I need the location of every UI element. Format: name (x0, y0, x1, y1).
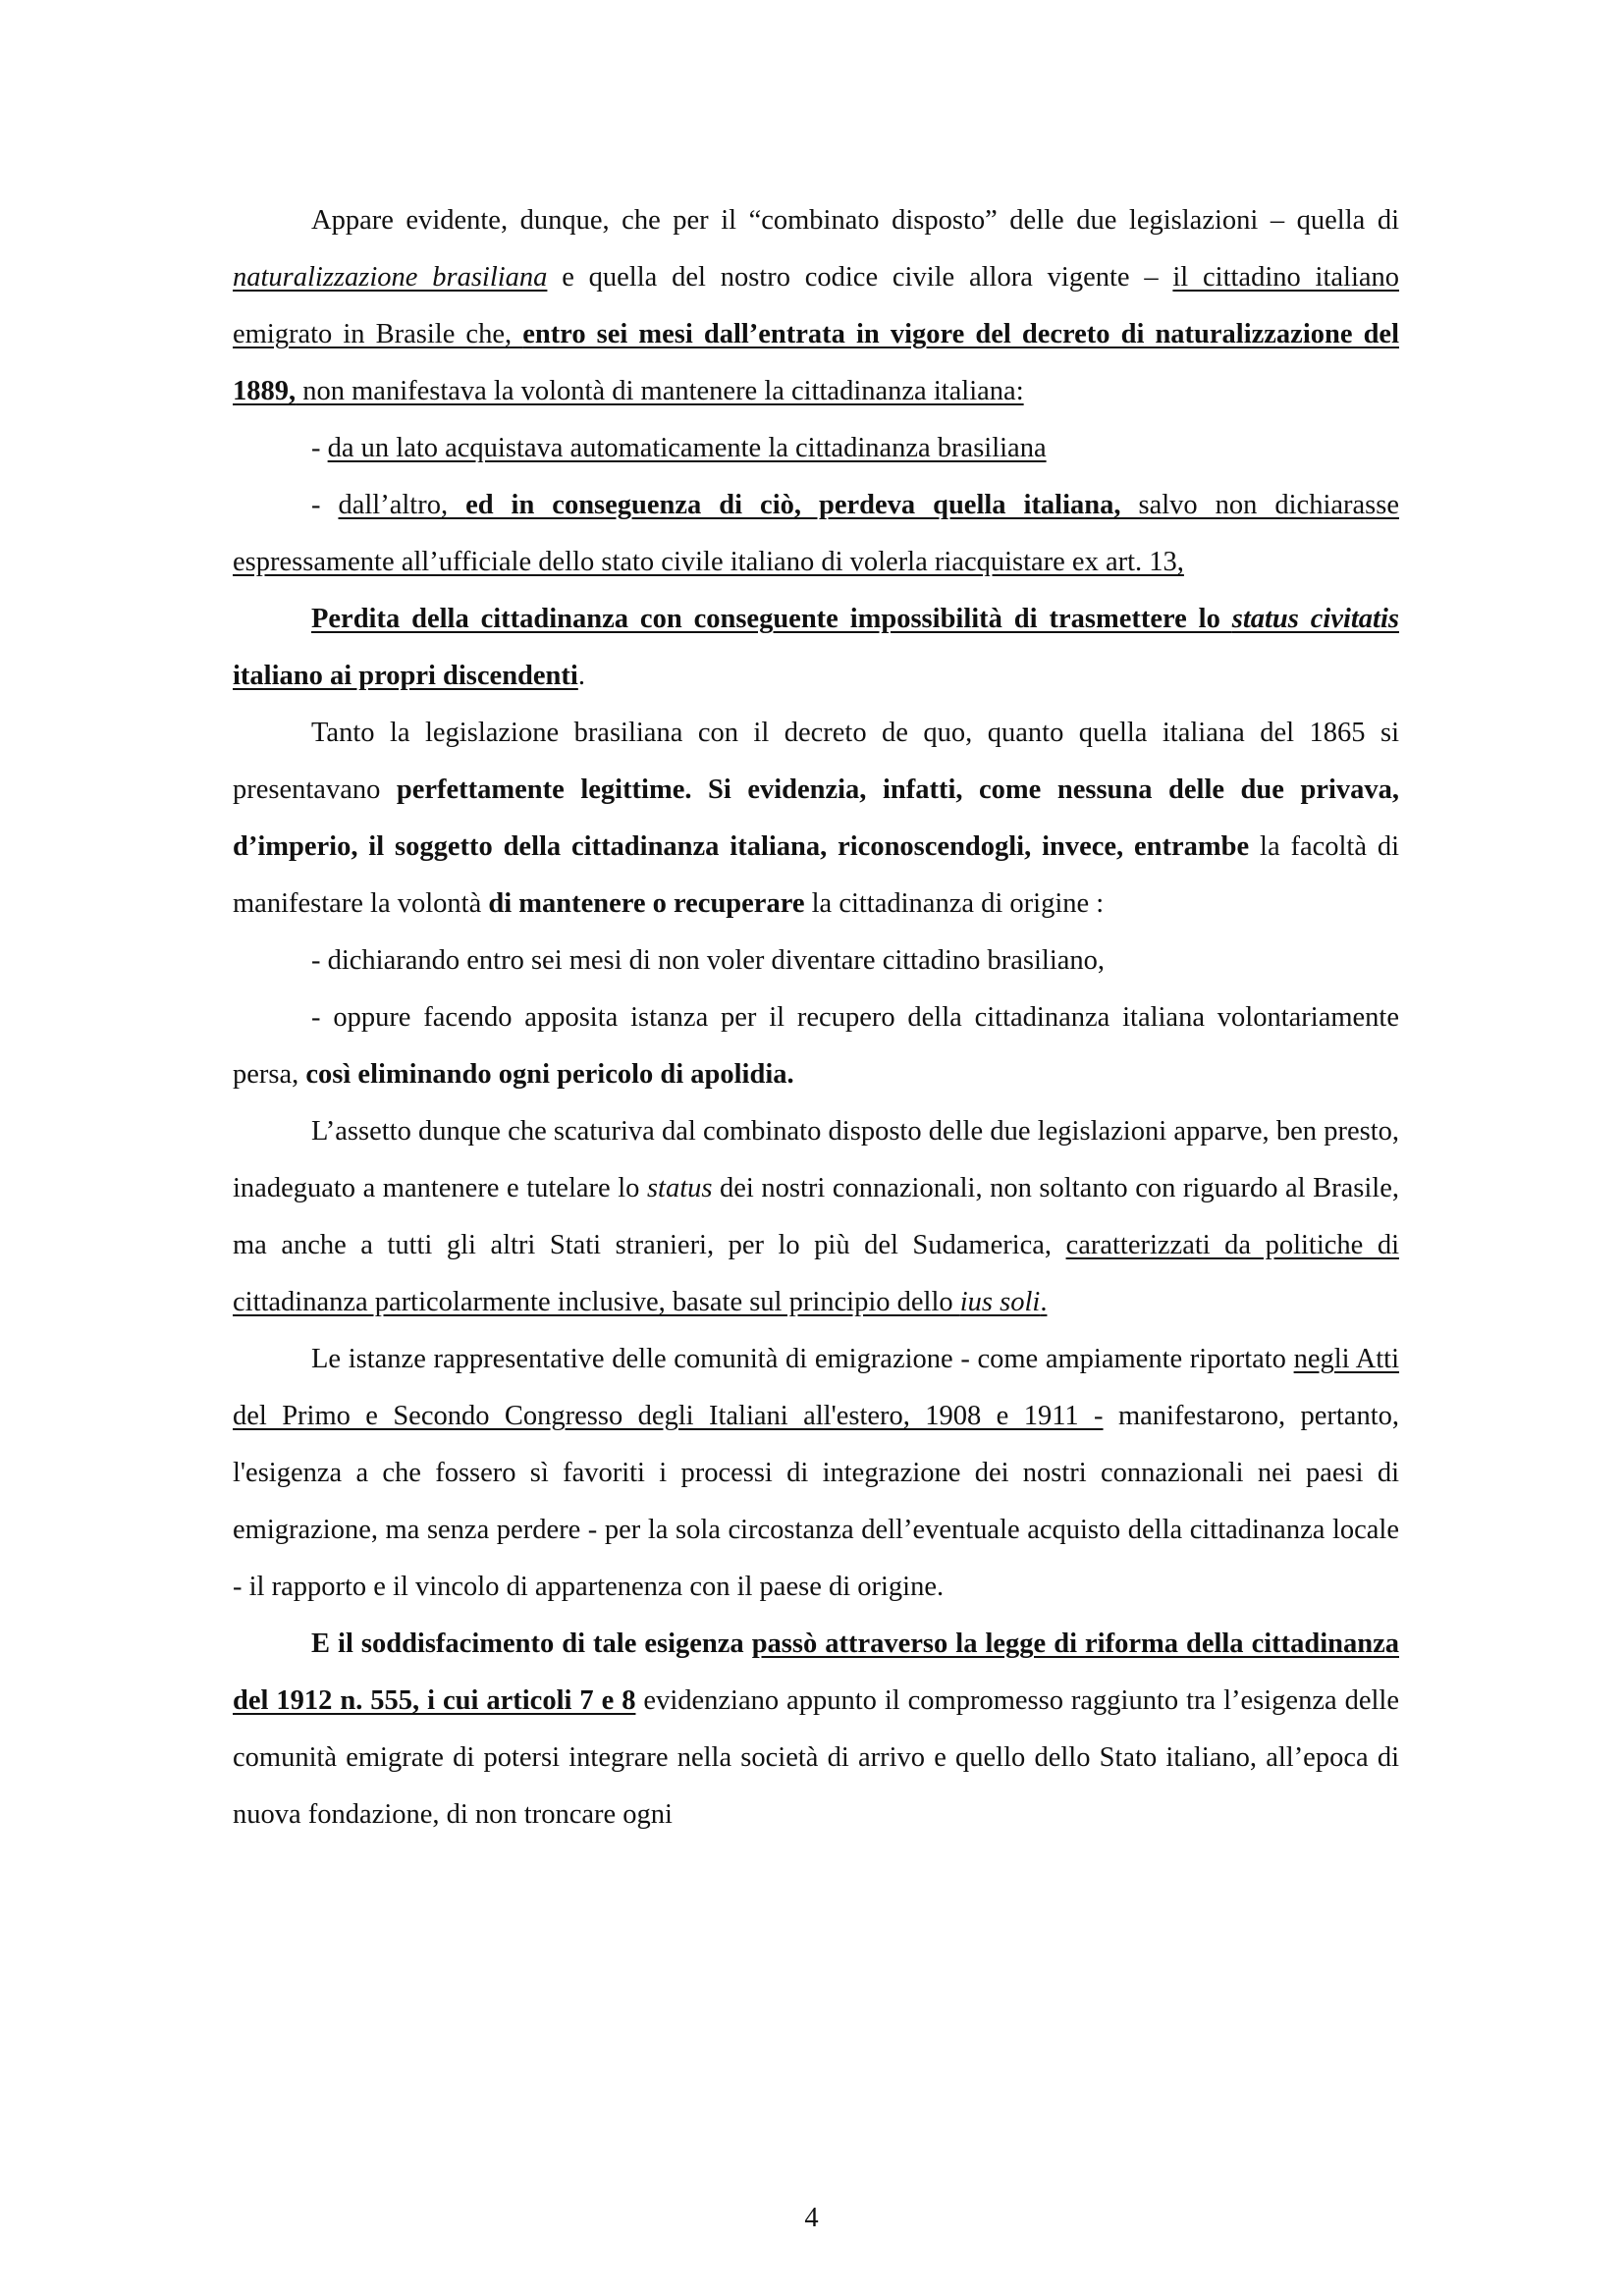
text-run: la cittadinanza di origine : (804, 888, 1105, 919)
text-run: così eliminando ogni pericolo di apolidia. (305, 1059, 794, 1090)
text-run: . (1040, 1287, 1048, 1317)
text-run: status (646, 1173, 713, 1203)
text-run: ius soli (959, 1287, 1041, 1317)
paragraph-perdita-cittadinanza (233, 591, 1399, 705)
text-run: - (311, 433, 328, 463)
paragraph-assetto (233, 1103, 1399, 1331)
text-run: . (577, 661, 585, 691)
text-run: entro sei mesi dall’entrata in vigore del decreto di naturalizzazione del 1889, (233, 319, 1399, 406)
text-run: naturalizzazione brasiliana (233, 262, 548, 293)
text-run: italiano ai propri discendenti (233, 661, 578, 691)
text-run: status civitatis (1231, 604, 1399, 634)
page-number: 4 (804, 2203, 819, 2233)
text-run: e quella del nostro codice civile allora vigente – (547, 262, 1173, 293)
text-run: di mantenere o recuperare (488, 888, 805, 919)
body-text (233, 192, 1399, 1843)
text-run: salvo non dichiarasse espressamente all’ufficiale dello stato civile italiano di volerla riacquistare ex art. 13, (233, 490, 1399, 577)
text-run: non manifestava la volontà di mantenere la cittadinanza italiana: (296, 376, 1024, 406)
text-run: perfettamente legittime. Si evidenzia, infatti, come nessuna delle due privava, d’imperio, il soggetto della cittadinanza italiana, riconoscendogli, invece, entrambe (233, 774, 1399, 862)
list-item-dichiarazione (233, 933, 1399, 989)
list-item-perdita (233, 477, 1399, 591)
text-run: Tanto la legislazione brasiliana con il decreto de quo, quanto quella italiana del 1865 si presentavano (233, 718, 1399, 805)
text-run: manifestarono, pertanto, l'esigenza a che fossero sì favoriti i processi di integrazione dei nostri connazionali nei paesi di emigrazione, ma senza perdere - per la sola circostanza dell’eventuale acquisto della cittadinanza locale - il rapporto e il vincolo di appartenenza con il paese di origine. (233, 1401, 1399, 1602)
text-run: negli Atti del Primo e Secondo Congresso degli Italiani all'estero, 1908 e 1911 - (233, 1344, 1400, 1431)
text-run: il cittadino italiano emigrato in Brasile che, (233, 262, 1400, 349)
text-run: ed in conseguenza di ciò, perdeva quella italiana, (465, 490, 1121, 520)
text-run: dall’altro, (338, 490, 466, 520)
text-run: la facoltà di manifestare la volontà (233, 831, 1399, 919)
text-run: evidenziano appunto il compromesso raggiunto tra l’esigenza delle comunità emigrate di potersi integrare nella società di arrivo e quello dello Stato italiano, all’epoca di nuova fondazione, di non troncare ogni (233, 1685, 1399, 1830)
text-run: da un lato acquistava automaticamente la cittadinanza brasiliana (327, 433, 1047, 463)
text-run: Le istanze rappresentative delle comunità di emigrazione - come ampiamente riportato (311, 1344, 1294, 1374)
paragraph-legislazioni-legittime (233, 705, 1399, 933)
text-run: - dichiarando entro sei mesi di non voler diventare cittadino brasiliano, (311, 945, 1106, 976)
text-run: E il soddisfacimento di tale esigenza (311, 1629, 752, 1659)
text-run: - (311, 490, 339, 520)
text-run: - oppure facendo apposita istanza per il recupero della cittadinanza italiana volontariamente persa, (233, 1002, 1399, 1090)
text-run: caratterizzati da politiche di cittadinanza particolarmente inclusive, basate sul principio dello (233, 1230, 1399, 1317)
text-run: L’assetto dunque che scaturiva dal combinato disposto delle due legislazioni apparve, ben presto, inadeguato a mantenere e tutelare lo (233, 1116, 1399, 1203)
text-run: Perdita della cittadinanza con conseguente impossibilità di trasmettere lo (311, 604, 1232, 634)
paragraph-riforma-1912 (233, 1616, 1399, 1843)
paragraph-combinato-disposto (233, 192, 1399, 420)
text-run: dei nostri connazionali, non soltanto con riguardo al Brasile, ma anche a tutti gli altri Stati stranieri, per lo più del Sudamerica, (233, 1173, 1399, 1260)
list-item-acquisto (233, 420, 1399, 477)
list-item-recupero (233, 989, 1399, 1103)
text-run: Appare evidente, dunque, che per il “combinato disposto” delle due legislazioni – quella di (311, 205, 1399, 236)
paragraph-istanze (233, 1331, 1399, 1616)
text-run: passò attraverso la legge di riforma della cittadinanza del 1912 n. 555, i cui articoli 7 e 8 (233, 1629, 1399, 1716)
